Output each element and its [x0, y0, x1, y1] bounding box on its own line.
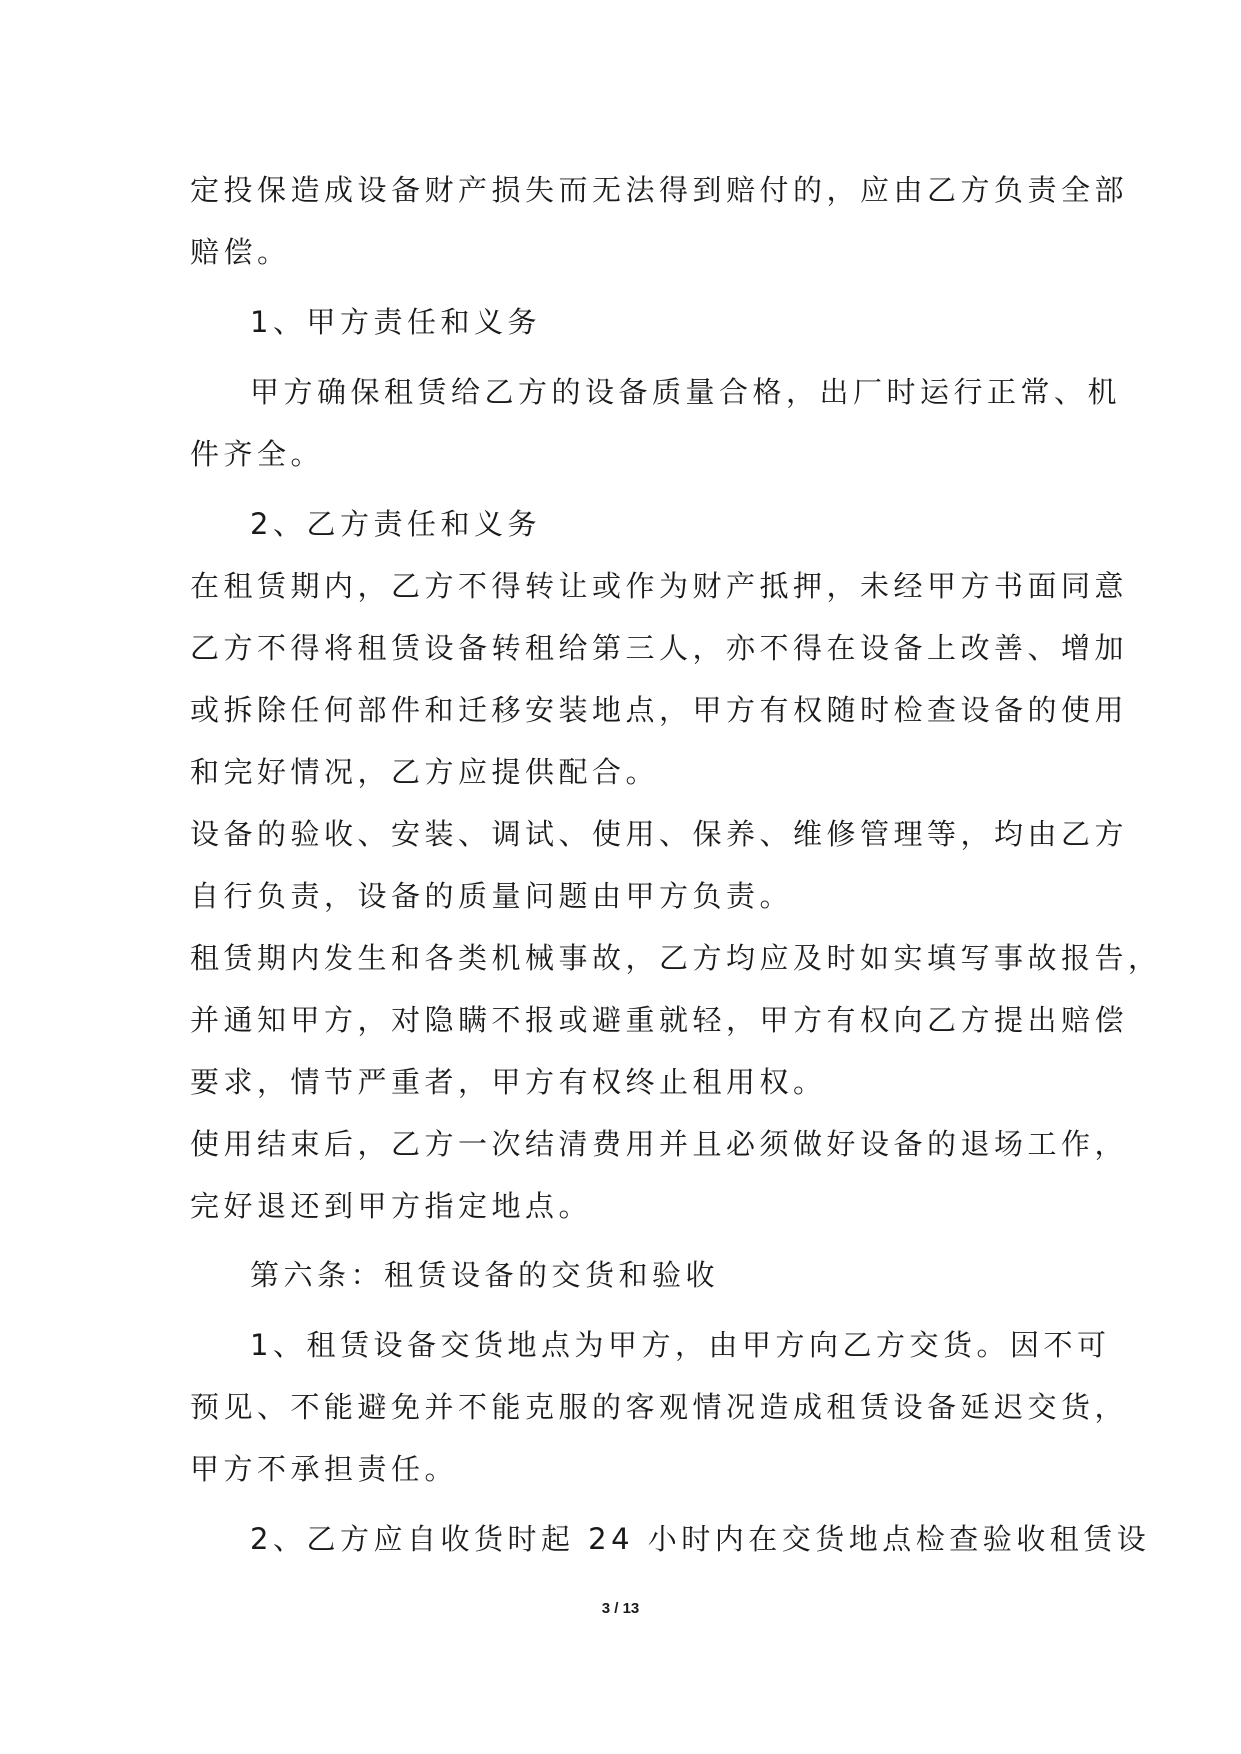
body-line: 1、租赁设备交货地点为甲方，由甲方向乙方交货。因不可 [250, 1328, 1111, 1362]
body-line: 2、乙方应自收货时起 24 小时内在交货地点检查验收租赁设 [250, 1522, 1151, 1556]
body-line: 乙方不得将租赁设备转租给第三人，亦不得在设备上改善、增加 [190, 631, 1129, 665]
body-line: 赔偿。 [190, 235, 291, 269]
body-line: 租赁期内发生和各类机械事故，乙方均应及时如实填写事故报告， [190, 941, 1162, 975]
body-line: 甲方不承担责任。 [190, 1452, 459, 1486]
body-line: 完好退还到甲方指定地点。 [190, 1189, 593, 1223]
body-line: 自行负责，设备的质量问题由甲方负责。 [190, 879, 794, 913]
page-number: 3 / 13 [601, 1600, 640, 1617]
body-line: 设备的验收、安装、调试、使用、保养、维修管理等，均由乙方 [190, 817, 1129, 851]
body-line: 件齐全。 [190, 437, 325, 471]
body-line: 在租赁期内，乙方不得转让或作为财产抵押，未经甲方书面同意 [190, 569, 1129, 603]
body-line: 甲方确保租赁给乙方的设备质量合格，出厂时运行正常、机 [250, 375, 1122, 409]
body-line: 并通知甲方，对隐瞒不报或避重就轻，甲方有权向乙方提出赔偿 [190, 1003, 1129, 1037]
body-line: 预见、不能避免并不能克服的客观情况造成租赁设备延迟交货， [190, 1390, 1129, 1424]
section-heading: 2、乙方责任和义务 [250, 507, 541, 541]
body-line: 或拆除任何部件和迁移安装地点，甲方有权随时检查设备的使用 [190, 693, 1129, 727]
body-line: 使用结束后，乙方一次结清费用并且必须做好设备的退场工作， [190, 1127, 1129, 1161]
article-heading: 第六条：租赁设备的交货和验收 [250, 1258, 720, 1292]
body-line: 要求，情节严重者，甲方有权终止租用权。 [190, 1065, 827, 1099]
section-heading: 1、甲方责任和义务 [250, 305, 541, 339]
body-line: 和完好情况，乙方应提供配合。 [190, 755, 660, 789]
body-line: 定投保造成设备财产损失而无法得到赔付的，应由乙方负责全部 [190, 173, 1129, 207]
